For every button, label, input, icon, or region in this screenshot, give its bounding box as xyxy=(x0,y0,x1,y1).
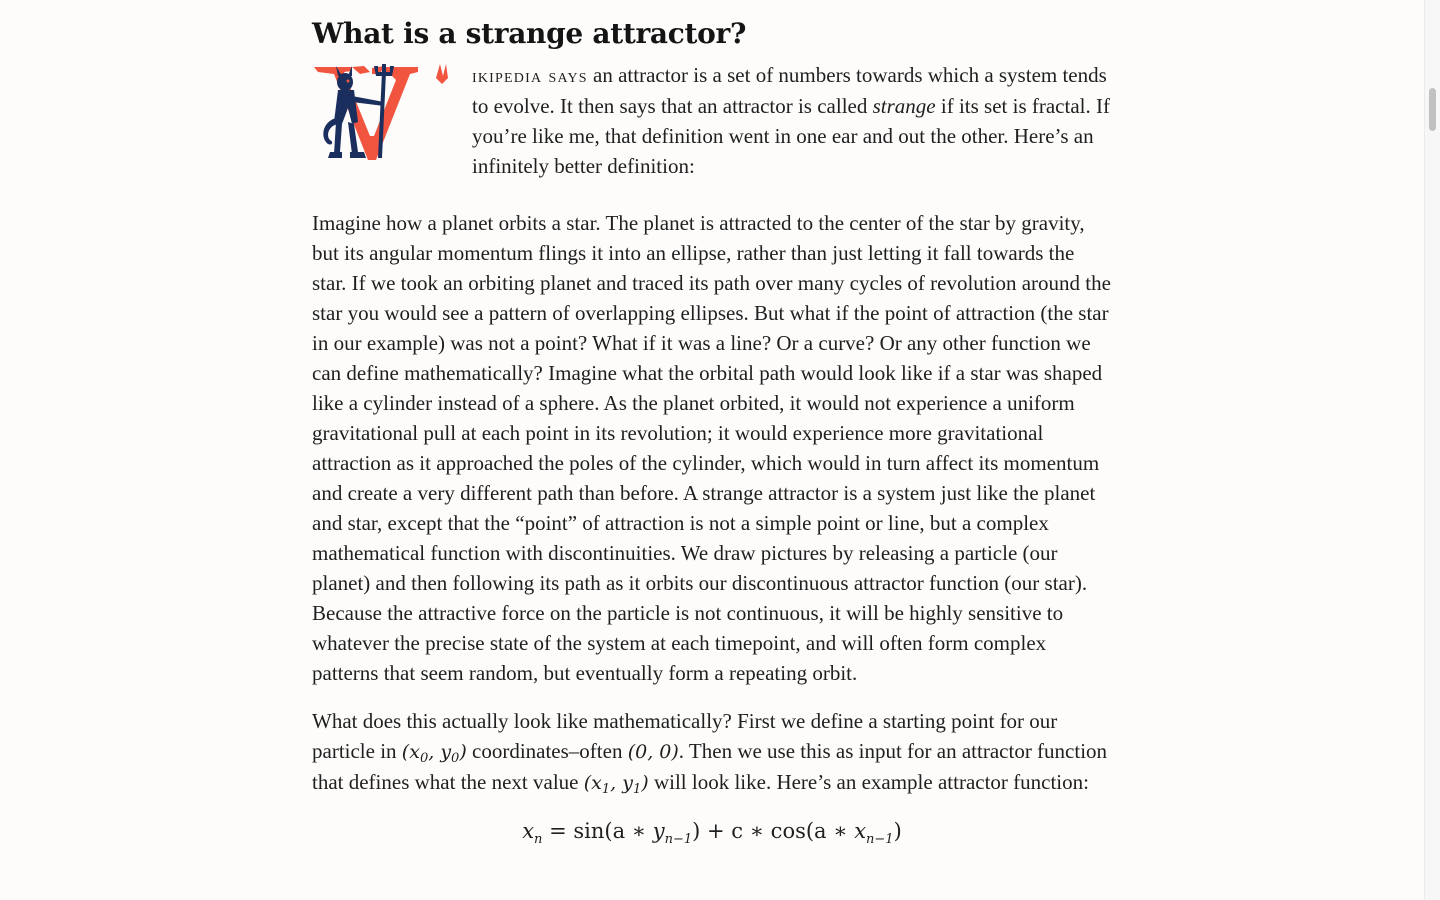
intro-block xyxy=(312,60,1112,190)
orbit-explanation-paragraph: Imagine how a planet orbits a star. The planet is attracted to the center of the star by gravity, but its angular momentum flings it into an ellipse, rather than just letting it fall towards the star. If we took an orbiting planet and traced its path over many cycles of revolution around the star you would see a pattern of overlapping ellipses. But what if the point of attraction (the star in our example) was not a point? What if it was a line? Or a curve? Or any other function we can define mathematically? Imagine what the orbital path would look like if a star was shaped like a cylinder instead of a sphere. As the planet orbited, it would not experience a uniform gravitational pull at each point in its revolution; it would experience more gravitational attraction as it approached the poles of the cylinder, which would in turn affect its momentum and create a very different path than before. A strange attractor is a system just like the planet and star, except that the “point” of attraction is not a simple point or line, but a complex mathematical function with discontinuities. We draw pictures by releasing a particle (our planet) and then following its path as it orbits our discontinuous attractor function (our star). Because the attractive force on the particle is not continuous, it will be highly sensitive to whatever the precise state of the system at each timepoint, and will often form complex patterns that seem random, but eventually form a repeating orbit. xyxy=(312,211,1111,685)
math-intro-part-4: will look like. Here’s an example attractor function: xyxy=(648,770,1089,794)
scrollbar-thumb[interactable] xyxy=(1429,88,1436,131)
section-heading: What is a strange attractor? xyxy=(312,17,747,50)
math-intro-paragraph xyxy=(312,706,1112,798)
intro-text-part-2: if its set is fractal. If you’re like me, that definition went in one ear and out the other. Here’s an infinitely better definition: xyxy=(472,94,1110,178)
lead-small-caps: ikipedia says xyxy=(472,65,588,87)
strange-emphasis: strange xyxy=(872,94,936,118)
math-intro-part-1: What does this actually look like mathematically? First we define a starting point for our particle in xyxy=(312,709,1058,763)
origin-coordinates: (0, 0) xyxy=(627,741,679,763)
initial-coordinates: ($x_0$, $y_0$) xyxy=(401,741,467,766)
attractor-equation: $x_n = \sin(a$ ∗ $y_{n-1}) + c$ ∗ cos(a ∗ $x_{n-1}$) xyxy=(522,819,902,847)
next-coordinates: ($x_1$, $y_1$) xyxy=(583,772,649,797)
math-intro-part-2: coordinates–often xyxy=(466,739,628,763)
vertical-scrollbar[interactable] xyxy=(1424,0,1440,900)
intro-paragraph xyxy=(472,60,1112,181)
article xyxy=(312,10,1112,846)
math-intro-part-3: . Then we use this as input for an attractor function that defines what the next value xyxy=(312,739,1108,794)
intro-text-part-1: an attractor is a set of numbers towards which a system tends to evolve. It then says that an attractor is called xyxy=(472,63,1107,118)
devil-drop-cap-icon xyxy=(312,62,462,162)
